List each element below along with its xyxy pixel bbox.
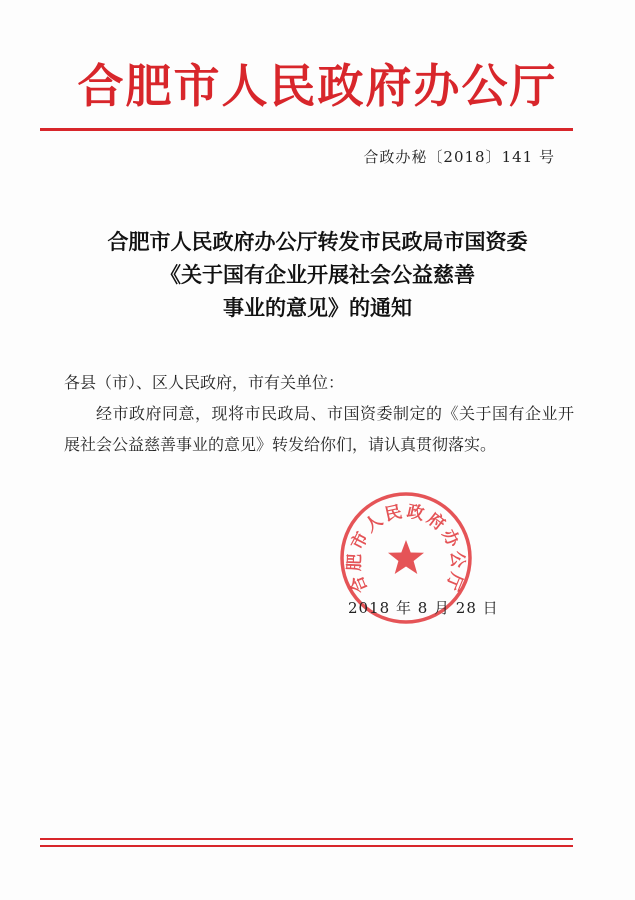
seal-text: 合肥市人民政府办公厅 [344,501,468,596]
footer-red-rule-2 [40,845,573,847]
body-paragraph: 经市政府同意，现将市民政局、市国资委制定的《关于国有企业开展社会公益慈善事业的意见》转发给你们，请认真贯彻落实。 [64,404,574,454]
document-title [40,226,595,325]
title-line-3: 事业的意见》的通知 [223,296,412,320]
title-line-1: 合肥市人民政府办公厅转发市民政局市国资委 [107,230,528,254]
seal-star-icon [388,540,424,574]
salutation: 各县（市）、区人民政府，市有关单位： [64,373,345,392]
header-red-rule [40,128,573,131]
document-number: 合政办秘〔2018〕141 号 [363,148,555,166]
issuer-header: 合肥市人民政府办公厅 [77,59,558,113]
footer-red-rule-1 [40,838,573,840]
issue-date: 2018 年 8 月 28 日 [348,599,499,617]
title-line-2: 《关于国有企业开展社会公益慈善 [160,263,475,287]
